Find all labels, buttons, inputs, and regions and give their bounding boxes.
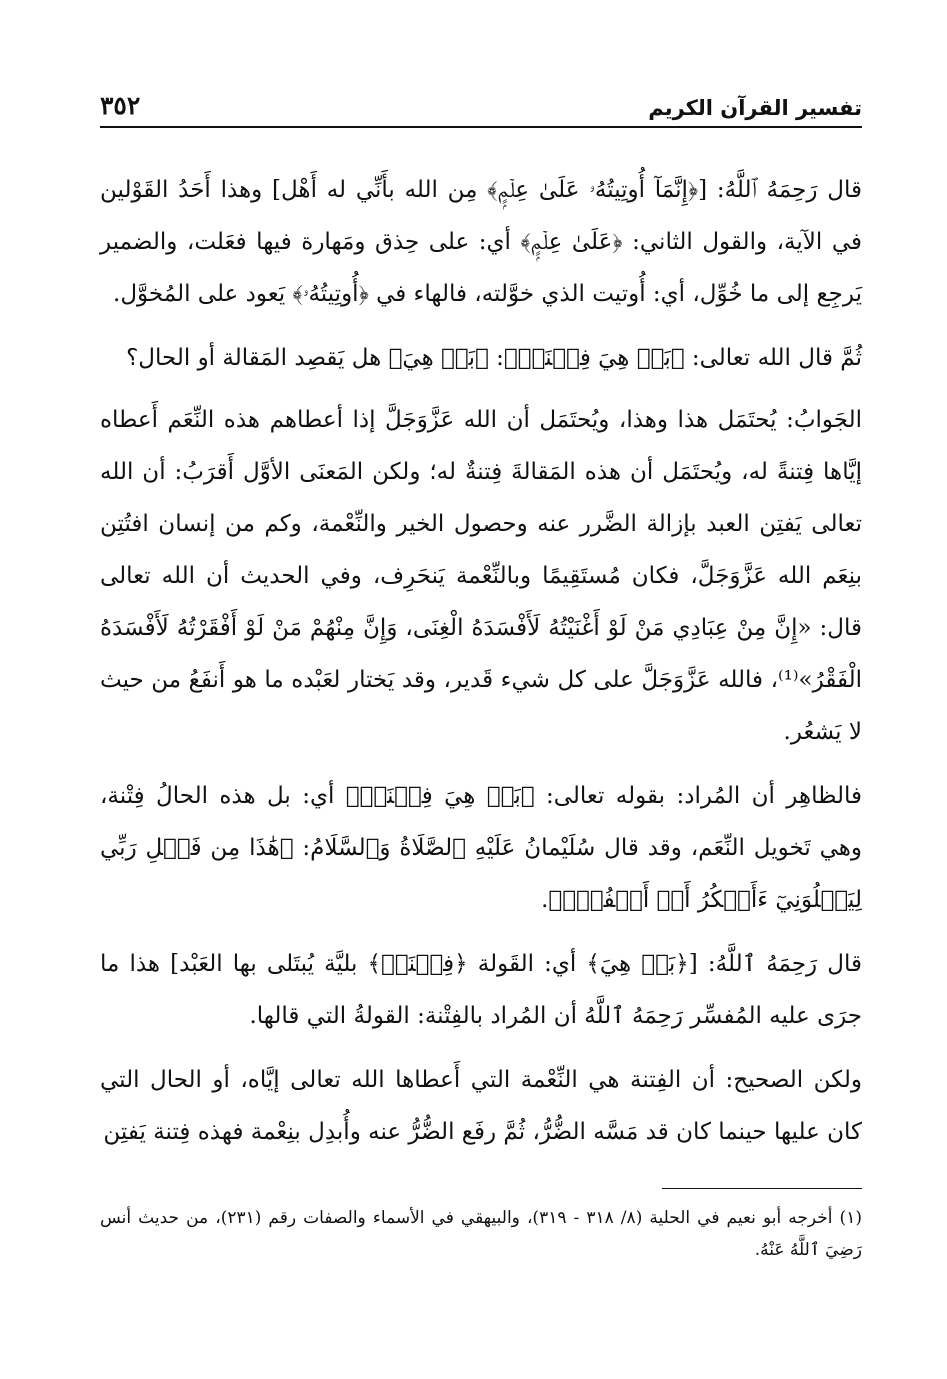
paragraph-5: قال رَحِمَهُ ٱللَّهُ: [﴿بَلۡ هِيَ﴾ أي: القَولة ﴿فِتۡنَةٞ﴾ بليَّة يُبتَلى بها العَبْد] هذا ما جرَى عليه المُفسِّر رَحِمَهُ ٱللَّهُ أن المُراد بالفِتْنة: القولةُ التي قالها. [100,951,862,1029]
footnote-divider [662,1188,862,1189]
page-header [100,86,862,128]
paragraph-1: قال رَحِمَهُ ٱللَّهُ: [﴿إِنَّمَآ أُوتِيتُهُۥ عَلَىٰ عِلۡمٍۭ﴾ مِن الله بأَنِّي له أَهْل] وهذا أَحَدُ القَوْلين في الآية، والقول الثاني: ﴿عَلَىٰ عِلۡمٍۭ﴾ أي: على حِذق ومَهارة فيها فعَلت، والضمير يَرجِع إلى ما خُوِّل، أي: أُوتيت الذي خوَّلته، فالهاء في ﴿أُوتِيتُهُۥ﴾ يَعود على المُخوَّل. [100,177,862,307]
footnote: (١) أخرجه أبو نعيم في الحلية (٨/ ٣١٨ - ٣١٩)، والبيهقي في الأسماء والصفات رقم (٢٣١)، من حديث أنس رَضِيَ ٱللَّهُ عَنْهُ. [100,1208,862,1260]
book-page [100,86,862,1356]
page-number: ٣٥٢ [100,91,141,120]
main-text [100,164,862,1158]
paragraph-2: ثُمَّ قال الله تعالى: ﴿بَلۡ هِيَ فِتۡنَةٞ﴾: ﴿بَلۡ هِيَ﴾ هل يَقصِد المَقالة أو الحال؟ [126,345,862,371]
paragraph-3: الجَوابُ: يُحتَمَل هذا وهذا، ويُحتَمَل أن الله عَزَّوَجَلَّ إذا أعطاهم هذه النِّعَم أَعطاه إيَّاها فِتنةً له، ويُحتَمَل أن هذه المَقالةَ فِتنةٌ له؛ ولكن المَعنَى الأوَّل أَقرَبُ: أن الله تعالى يَفتِن العبد بإزالة الضَّرر عنه وحصول الخير والنِّعْمة، وكم من إنسان افتُتِن بنِعَم الله عَزَّوَجَلَّ، فكان مُستَقِيمًا وبالنِّعْمة يَنحَرِف، وفي الحديث أن الله تعالى قال: «إِنَّ مِنْ عِبَادِي مَنْ لَوْ أَغْنَيْتُهُ لَأَفْسَدَهُ الْغِنَى، وَإِنَّ مِنْهُمْ مَنْ لَوْ أَفْقَرْتُهُ لَأَفْسَدَهُ الْفَقْرُ»⁽¹⁾، فالله عَزَّوَجَلَّ على كل شيء قَدير، وقد يَختار لعَبْده ما هو أَنفَعُ من حيث لا يَشعُر. [100,407,862,745]
paragraph-6: ولكن الصحيح: أن الفِتنة هي النِّعْمة التي أَعطاها الله تعالى إيَّاه، أو الحال التي كان عليها حينما كان قد مَسَّه الضُّرُّ، ثُمَّ رفَع الضُّرُّ عنه وأُبدِل بنِعْمة فهذه فِتنة يَفتِن [100,1067,862,1145]
book-title: تفسير القرآن الكريم [648,96,862,120]
paragraph-4: فالظاهِر أن المُراد: بقوله تعالى: ﴿بَلۡ هِيَ فِتۡنَةٞ﴾ أي: بل هذه الحالُ فِتْنة، وهي تَخويل النِّعَم، وقد قال سُلَيْمانُ عَلَيْهِ ٱلصَّلَاةُ وَٱلسَّلَامُ: ﴿هَٰذَا مِن فَضۡلِ رَبِّي لِيَبۡلُوَنِيٓ ءَأَشۡكُرُ أَمۡ أَكۡفُرُۖ﴾. [100,783,862,913]
